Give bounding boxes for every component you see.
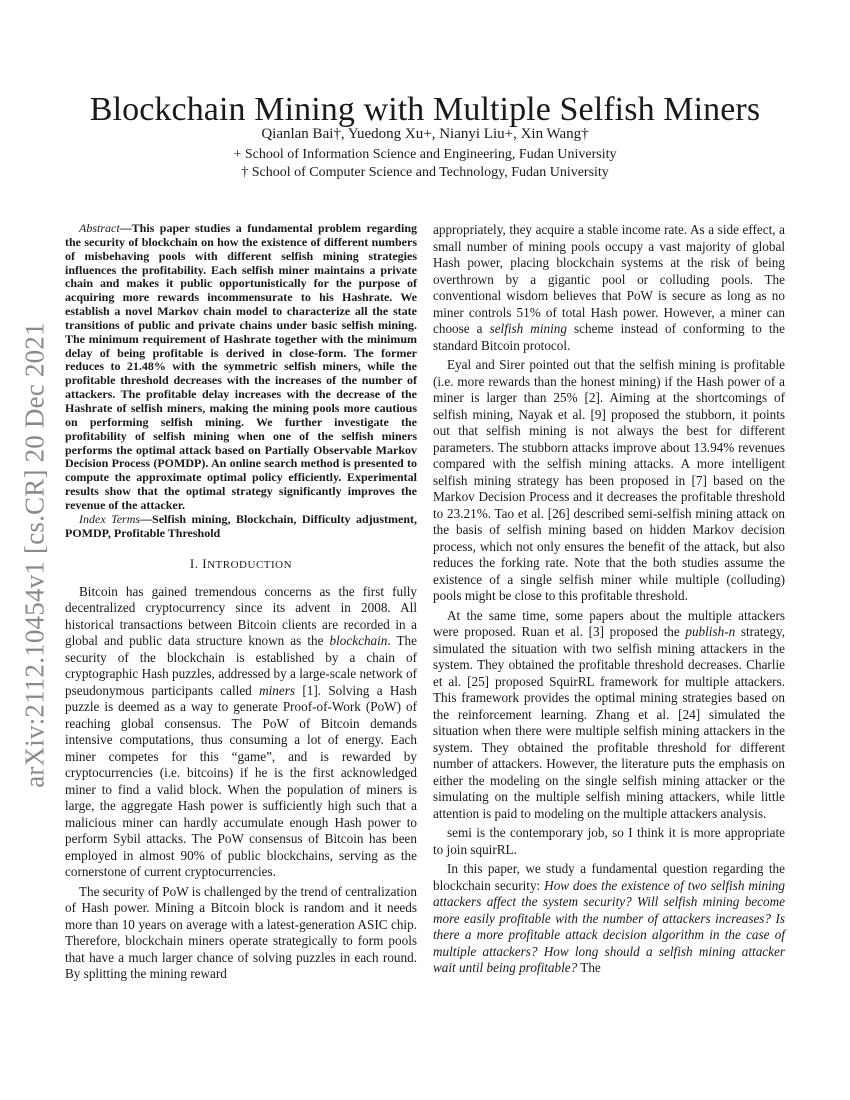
abstract-text: —This paper studies a fundamental problem regarding the security of blockchain on how the existence of different numbers of misbehaving pools with different selfish mining strategies influences the profitability. Each selfish miner maintains a private chain and makes it public opportunistically for the purpose of acquiring more rewards incommensurate to his Hashrate. We establish a novel Markov chain model to characterize all the state transitions of public and private chains under basic selfish mining. The minimum requirement of Hashrate together with the minimum delay of being profitable is derived in close-form. The former reduces to 21.48% with the symmetric selfish miners, while the profitable threshold decreases with the increases of the number of attackers. The profitable delay increases with the decrease of the Hashrate of selfish miners, making the mining pools more cautious on performing selfish mining. We further investigate the profitability of selfish mining when one of the selfish miners performs the optimal attack based on Partially Observable Markov Decision Process (POMDP). An online search method is presented to compute the approximate optimal policy efficiently. Experimental results show that the optimal strategy significantly improves the revenue of the attacker.: [65, 221, 417, 512]
emphasis-miners: miners: [259, 682, 296, 698]
right-column: [433, 222, 785, 977]
author-list: Qianlan Bai†, Yuedong Xu+, Nianyi Liu+, Xin Wang†: [261, 126, 589, 142]
text-run: In this paper, we study a fundamental question regarding the blockchain security:: [433, 861, 785, 893]
section-first-letter: I: [202, 556, 208, 572]
index-terms-text: —Selfish mining, Blockchain, Difficulty adjustment, POMDP, Profitable Threshold: [65, 511, 417, 540]
text-run: [1]. Solving a Hash puzzle is deemed as a way to generate Proof-of-Work (PoW) of reaching global consensus. The PoW of Bitcoin demands intensive computations, thus consuming a lot of energy. Each miner competes for this “game”, and is rewarded by cryptocurrencies (i.e. bitcoins) if he is the first acknowledged miner to find a valid block. When the population of miners is large, the aggregate Hash power is sufficiently high such that a malicious miner can hardly accumulate enough Hash power to perform Sybil attacks. The PoW consensus of Bitcoin has been employed in almost 90% of public blockchains, serving as the cornerstone of current cryptocurrencies.: [65, 682, 417, 880]
affiliation-fudan-info: + School of Information Science and Engineering, Fudan University: [233, 147, 617, 162]
emphasis-selfish-mining: selfish mining: [489, 321, 567, 336]
text-run: . The security of the blockchain is established by a chain of cryptographic Hash puzzles, addressed by a large-scale network of pseudonymous participants called: [65, 633, 418, 698]
text-run: scheme instead of conforming to the standard Bitcoin protocol.: [433, 321, 785, 353]
index-terms-label: Index Terms: [79, 511, 141, 526]
intro-paragraph-5: semi is the contemporary job, so I think it is more appropriate to join squirRL.: [433, 825, 785, 857]
intro-paragraph-3: Eyal and Sirer pointed out that the selfish mining is profitable (i.e. more rewards than the honest mining) if the Hash power of a miner is larger than 25% [2]. Aiming at the shortcomings of selfish mining, Nayak et al. [9] proposed the stubborn, it points out that selfish mining is not always the best for different parameters. The stubborn attacks improve about 13.94% revenues compared with the selfish mining attacks. A more intelligent selfish mining strategy has been proposed in [7] based on the Markov Decision Process and it decreases the profitable threshold to 23.21%. Tao et al. [26] described semi-selfish mining attack on the basis of selfish mining based on hidden Markov decision process, which not only ensures the benefit of the attack, but also reduces the forking rate. Note that the both studies assume the existence of a single selfish miner while multiple (colluding) pools might be close to this profitable threshold.: [433, 357, 785, 603]
index-terms: [65, 513, 417, 541]
section-heading-introduction: [65, 556, 417, 574]
affiliation-fudan-cs: † School of Computer Science and Technology, Fudan University: [241, 165, 609, 180]
section-title-rest: NTRODUCTION: [207, 559, 293, 572]
arxiv-id-text: arXiv:2112.10454v1 [cs.CR] 20 Dec 2021: [19, 322, 50, 788]
intro-paragraph-4: [433, 608, 785, 823]
emphasis-blockchain: blockchain: [329, 633, 388, 649]
intro-paragraph-2-cont: [433, 222, 785, 354]
text-run: appropriately, they acquire a stable income rate. As a side effect, a small number of mining pools occupy a vast majority of global Hash power, placing blockchain systems at the risk of being overthrown by a gigantic pool or colluding pools. The conventional wisdom believes that PoW is secure as long as no miner controls 51% of total Hash power. However, a miner can choose a: [433, 222, 785, 336]
text-run: Bitcoin has gained tremendous concerns as the first fully decentralized cryptocurrency since its advent in 2008. All historical transactions between Bitcoin clients are recorded in a global and public data structure known as the: [65, 583, 417, 649]
abstract-label: Abstract: [79, 221, 120, 235]
emphasis-publish-n: publish-n: [685, 624, 736, 639]
section-numeral: I.: [189, 556, 199, 572]
left-column: [65, 222, 417, 983]
emphasis-research-questions: How does the existence of two selfish mining attackers affect the system security? Will selfish mining become more easily profitable with the number of attackers increases? Is there a more profitable attack decision algorithm in the case of multiple attackers? How long should a selfish mining attacker wait until being profitable?: [433, 877, 785, 975]
text-run: strategy, simulated the situation with two selfish mining attackers in the system. They obtained the profitable threshold decreases. Charlie et al. [25] proposed SquirRL framework for multiple attackers. This framework provides the optimal mining strategies based on the reinforcement learning. Zhang et al. [24] simulated the situation when there were multiple selfish mining attackers in the system. They obtained the profitable threshold for different number of attackers. However, the literature puts the emphasis on either the modeling on the single selfish mining attacker or the simulating on the multiple selfish mining attackers, while little attention is paid to modeling on the multiple attackers analysis.: [433, 624, 786, 821]
text-run: At the same time, some papers about the multiple attackers were proposed. Ruan et al. [3] proposed the: [433, 607, 785, 639]
abstract: [65, 222, 417, 513]
intro-paragraph-2: The security of PoW is challenged by the trend of centralization of Hash power. Mining a Bitcoin block is random and it needs more than 10 years on average with a latest-generation ASIC chip. Therefore, blockchain miners operate strategically to form pools that have a much larger chance of solving puzzles in each round. By splitting the mining reward: [65, 883, 417, 982]
paper-title: Blockchain Mining with Multiple Selfish Miners: [89, 90, 761, 128]
intro-paragraph-6: [433, 861, 785, 977]
text-run: The: [577, 960, 601, 975]
intro-paragraph-1: [65, 584, 417, 881]
arxiv-identifier: [20, 295, 50, 815]
